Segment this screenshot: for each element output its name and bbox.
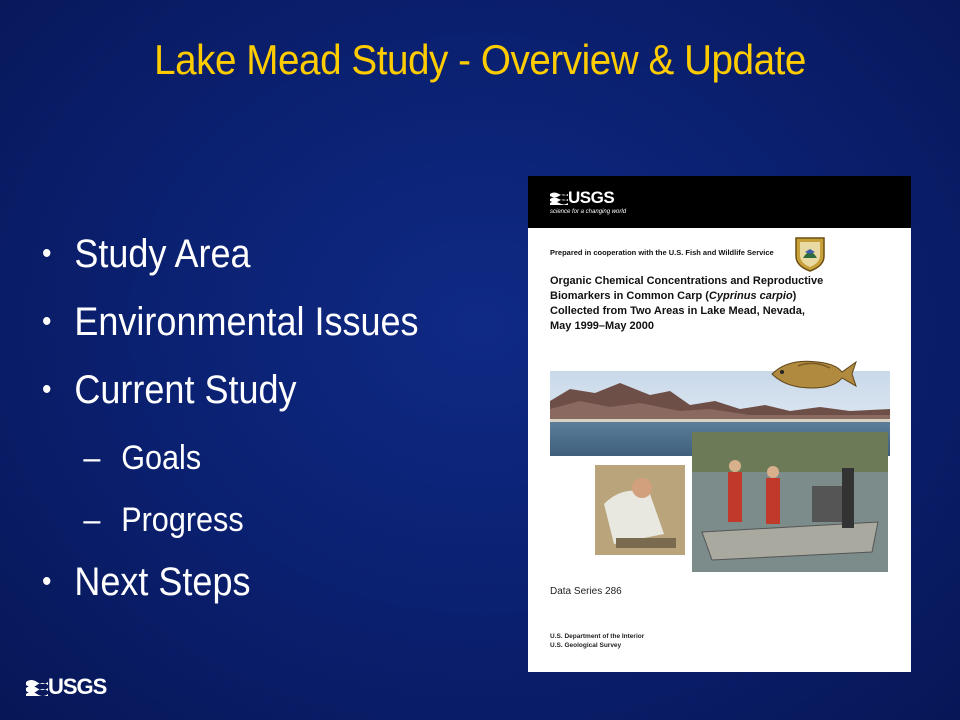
cover-logo-wordmark: USGS [568, 188, 615, 207]
sub-bullet-text: Progress [121, 501, 244, 539]
sub-bullet-dash: – [83, 439, 101, 477]
cover-data-series: Data Series 286 [550, 586, 622, 597]
bullet-dot: • [42, 237, 52, 270]
bullet-text: Current Study [74, 368, 297, 412]
report-cover-image [528, 176, 911, 672]
sub-bullet-goals [42, 430, 419, 492]
title-line-2: Biomarkers in Common Carp (Cyprinus carpio) [550, 290, 797, 302]
bullet-study-area [42, 226, 419, 294]
cover-prepared-line: Prepared in cooperation with the U.S. Fish and Wildlife Service [550, 248, 774, 257]
slide-title: Lake Mead Study - Overview & Update [154, 36, 806, 83]
sub-bullet-progress [42, 492, 419, 554]
fws-emblem-icon [794, 236, 826, 272]
bullet-environmental-issues [42, 294, 419, 362]
sub-bullet-dash: – [83, 501, 101, 539]
bullet-text: Next Steps [74, 560, 251, 604]
species-name: Cyprinus carpio [708, 290, 793, 302]
bullet-dot: • [42, 373, 52, 406]
carp-fish-image [768, 356, 858, 392]
title-line-1: Organic Chemical Concentrations and Reproductive [550, 275, 824, 287]
bullet-next-steps [42, 554, 419, 622]
cover-usgs-logo [550, 188, 626, 215]
bullet-text: Environmental Issues [74, 300, 419, 344]
researchers-boat-photo [692, 432, 888, 572]
usgs-wave-icon [550, 191, 568, 205]
dept-line-1: U.S. Department of the Interior [550, 633, 645, 640]
title-line-4: May 1999–May 2000 [550, 320, 654, 332]
footer-usgs-logo [26, 674, 106, 700]
cover-logo-tagline: science for a changing world [550, 209, 627, 215]
bullet-text: Study Area [74, 232, 251, 276]
title-line-3: Collected from Two Areas in Lake Mead, Nevada, [550, 305, 805, 317]
bullet-current-study [42, 362, 419, 430]
cover-report-title [550, 274, 850, 334]
researcher-sampling-photo [594, 464, 686, 556]
sub-bullet-text: Goals [121, 439, 202, 477]
dept-line-2: U.S. Geological Survey [550, 642, 622, 649]
cover-department [550, 632, 644, 650]
usgs-wave-icon [26, 678, 48, 696]
footer-logo-wordmark: USGS [48, 674, 107, 699]
bullet-dot: • [42, 565, 52, 598]
bullet-list [42, 226, 460, 622]
bullet-dot: • [42, 305, 52, 338]
